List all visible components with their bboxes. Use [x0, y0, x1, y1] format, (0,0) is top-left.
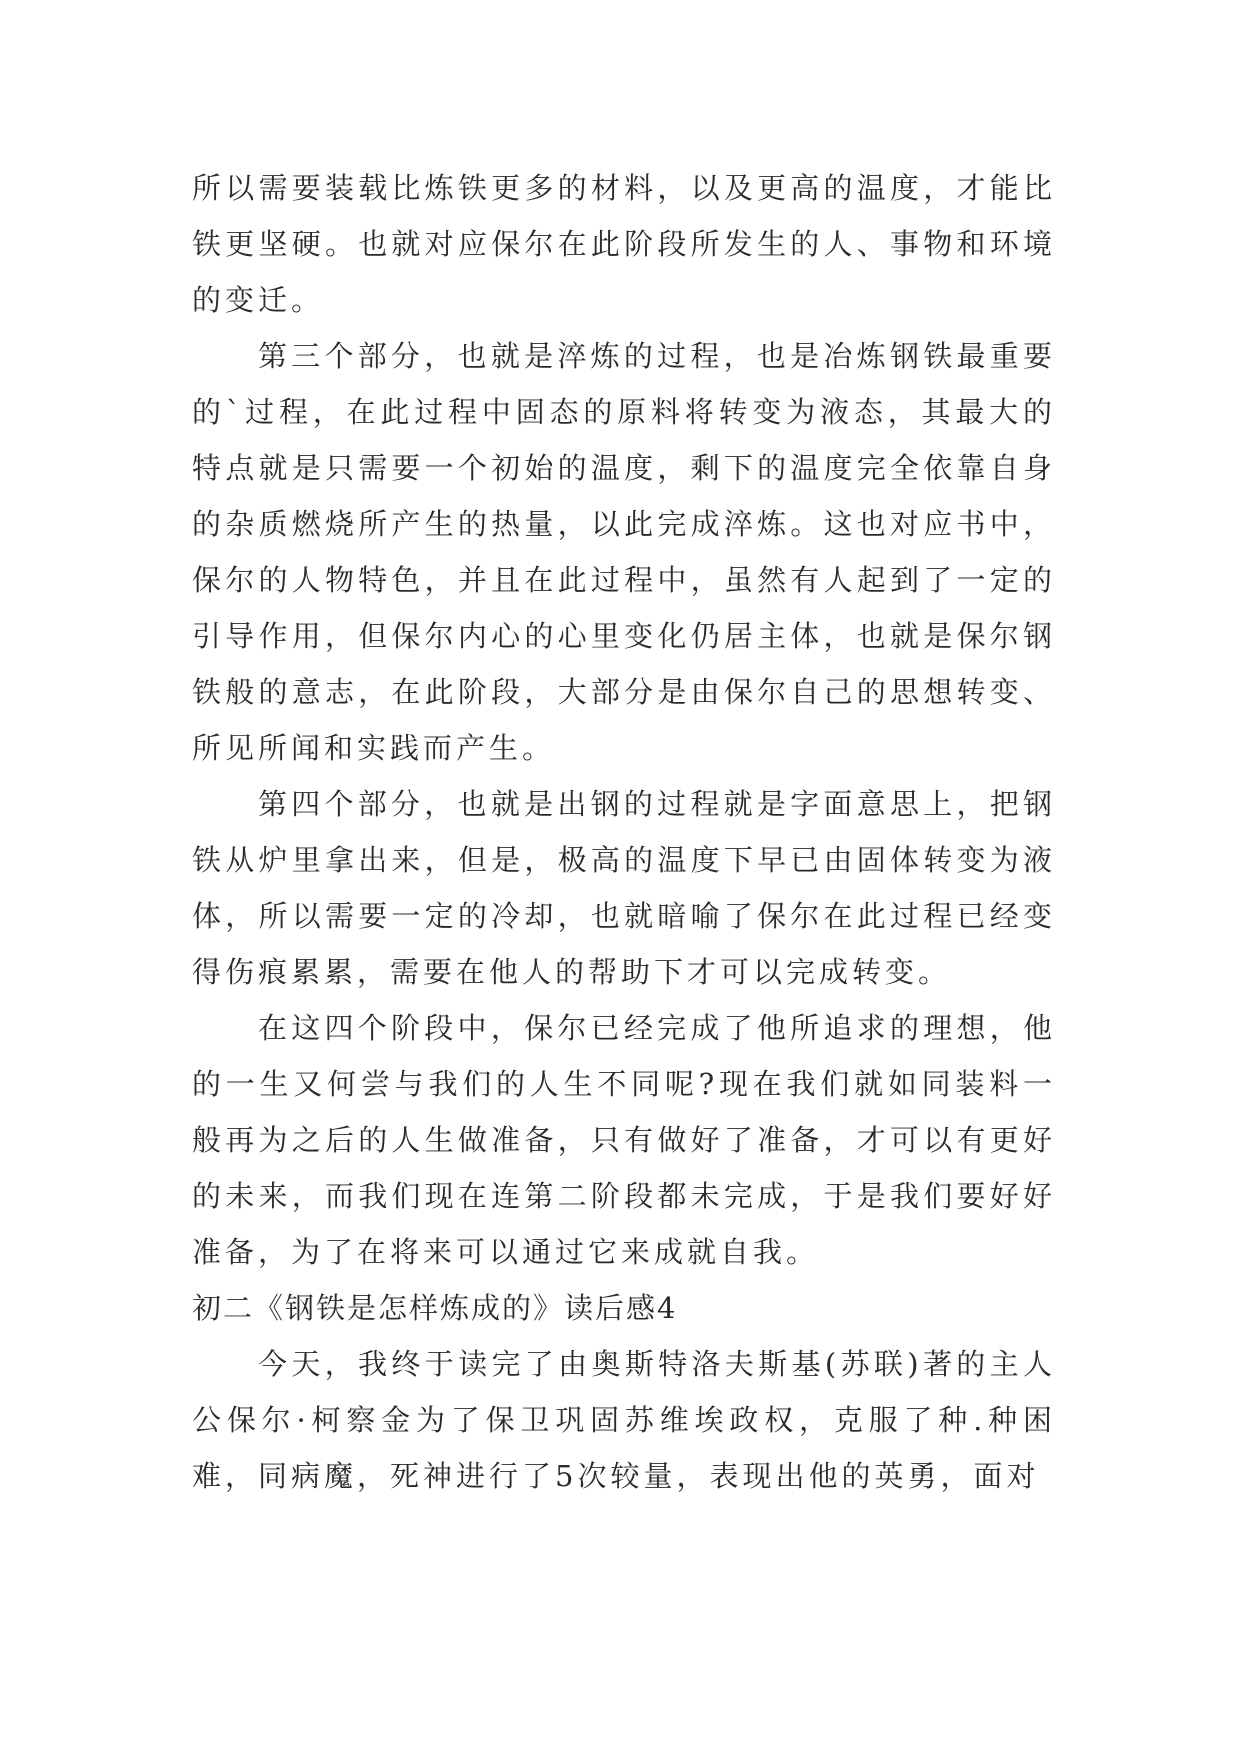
- paragraph-review-four: 今天，我终于读完了由奥斯特洛夫斯基(苏联)著的主人公保尔·柯察金为了保卫巩固苏维埃政权，克服了种.种困难，同病魔，死神进行了5次较量，表现出他的英勇，面对: [192, 1347, 1056, 1493]
- document-body: [192, 160, 1056, 1504]
- paragraph-conclusion: 在这四个阶段中，保尔已经完成了他所追求的理想，他的一生又何尝与我们的人生不同呢?现在我们就如同装料一般再为之后的人生做准备，只有做好了准备，才可以有更好的未来，而我们现在连第二阶段都未完成，于是我们要好好准备，为了在将来可以通过它来成就自我。: [192, 1011, 1056, 1269]
- paragraph-part-four: 第四个部分，也就是出钢的过程就是字面意思上，把钢铁从炉里拿出来，但是，极高的温度下早已由固体转变为液体，所以需要一定的冷却，也就暗喻了保尔在此过程已经变得伤痕累累，需要在他人的帮助下才可以完成转变。: [192, 787, 1056, 989]
- section-heading: 初二《钢铁是怎样炼成的》读后感4: [192, 1291, 678, 1325]
- paragraph-continuation: 所以需要装载比炼铁更多的材料，以及更高的温度，才能比铁更坚硬。也就对应保尔在此阶段所发生的人、事物和环境的变迁。: [192, 171, 1056, 317]
- paragraph-part-three: 第三个部分，也就是淬炼的过程，也是冶炼钢铁最重要的`过程，在此过程中固态的原料将转变为液态，其最大的特点就是只需要一个初始的温度，剩下的温度完全依靠自身的杂质燃烧所产生的热量，以此完成淬炼。这也对应书中，保尔的人物特色，并且在此过程中，虽然有人起到了一定的引导作用，但保尔内心的心里变化仍居主体，也就是保尔钢铁般的意志，在此阶段，大部分是由保尔自己的思想转变、所见所闻和实践而产生。: [192, 339, 1056, 765]
